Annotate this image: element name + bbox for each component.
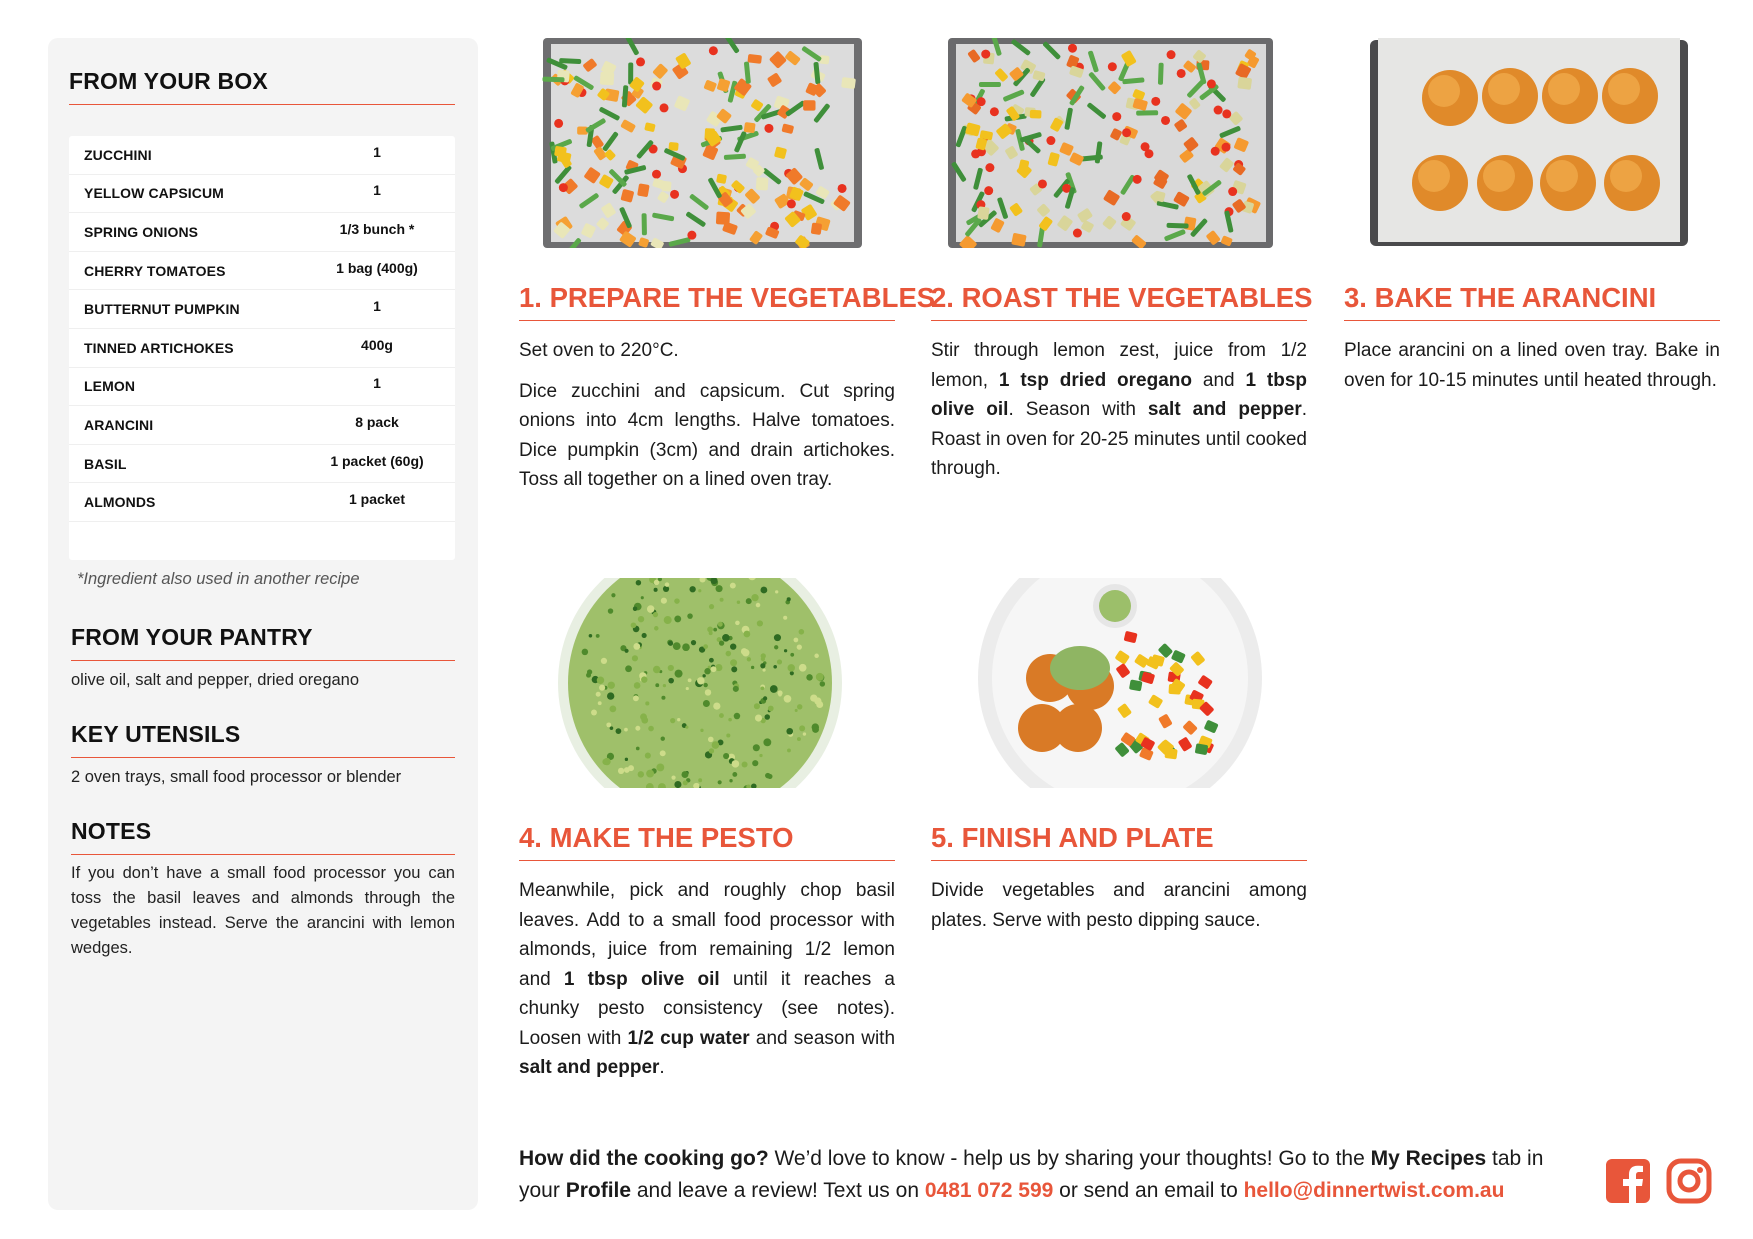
from-your-box-heading: FROM YOUR BOX	[69, 68, 455, 105]
arancini-tray-image	[1340, 38, 1714, 248]
footer-text-4: or send an email to	[1053, 1178, 1244, 1202]
table-row	[69, 213, 455, 252]
table-row	[69, 329, 455, 368]
ingredient-qty: 1 packet	[348, 491, 406, 508]
step-paragraph	[1344, 336, 1720, 395]
ingredient-qty: 1	[373, 298, 381, 315]
body-text: until it reaches a chunky pesto consistency (see notes). Loosen with	[519, 968, 895, 1049]
step-2-title: 2. ROAST THE VEGETABLES	[931, 282, 1307, 321]
step-1-body	[519, 336, 895, 506]
step-paragraph	[519, 377, 895, 495]
emphasis-text: salt and pepper	[1147, 399, 1302, 420]
facebook-icon[interactable]	[1605, 1158, 1651, 1204]
feedback-question: How did the cooking go?	[519, 1147, 769, 1170]
email-link[interactable]: hello@dinnertwist.com.au	[1243, 1178, 1505, 1202]
body-text: .	[659, 1057, 665, 1078]
body-text: . Season with	[1008, 399, 1148, 420]
raw-vegetables-tray-image	[541, 38, 864, 248]
body-text: Meanwhile, pick and roughly chop basil leaves. Add to a small food processor with almonds, juice from remaining 1/2 lemon and	[519, 880, 895, 990]
table-row	[69, 406, 455, 445]
ingredient-name: ALMONDS	[84, 494, 156, 511]
ingredient-qty: 1	[373, 182, 381, 199]
notes-heading: NOTES	[71, 818, 455, 855]
step-4-body	[519, 876, 895, 1094]
table-row	[69, 136, 455, 175]
ingredient-qty: 1 packet (60g)	[330, 452, 424, 469]
body-text: Dice zucchini and capsicum. Cut spring onions into 4cm lengths. Halve tomatoes. Dice pumpkin (3cm) and drain artichokes. Toss all together on a lined oven tray.	[519, 380, 895, 490]
step-2-image	[948, 38, 1286, 248]
step-paragraph	[931, 336, 1307, 484]
body-text: Divide vegetables and arancini among plates. Serve with pesto dipping sauce.	[931, 880, 1307, 931]
table-row	[69, 368, 455, 407]
body-text: Stir through lemon zest, juice from 1/2 lemon,	[931, 340, 1307, 391]
emphasis-text: 1/2 cup water	[627, 1027, 750, 1049]
body-text: and season with	[749, 1027, 896, 1049]
ingredient-name: SPRING ONIONS	[84, 223, 199, 240]
step-paragraph	[931, 876, 1307, 935]
ingredient-qty: 8 pack	[355, 413, 399, 430]
body-text: Place arancini on a lined oven tray. Bake in oven for 10-15 minutes until heated through.	[1344, 340, 1720, 391]
ingredient-name: ZUCCHINI	[84, 146, 152, 163]
instagram-icon[interactable]	[1666, 1158, 1712, 1204]
ingredient-qty: 1	[373, 143, 381, 160]
step-5-title: 5. FINISH AND PLATE	[931, 822, 1307, 861]
roasted-vegetables-tray-image	[948, 38, 1286, 248]
phone-link[interactable]: 0481 072 599	[924, 1178, 1054, 1202]
ingredient-qty: 1	[373, 375, 381, 392]
table-row	[69, 290, 455, 329]
from-your-pantry-heading: FROM YOUR PANTRY	[71, 624, 455, 661]
step-3-image	[1340, 38, 1714, 248]
body-text: . Roast in oven for 20-25 minutes until cooked through.	[931, 399, 1308, 479]
notes-text: If you don’t have a small food processor you can toss the basil leaves and almonds through the vegetables instead. Serve the arancini with lemon wedges.	[71, 864, 455, 957]
table-row	[69, 483, 455, 522]
emphasis-text: 1 tsp dried oregano	[998, 369, 1192, 391]
footer-text-1: We’d love to know - help us by sharing your thoughts! Go to the	[768, 1147, 1371, 1170]
pesto-bowl-image	[555, 578, 865, 788]
ingredient-name: ARANCINI	[84, 416, 154, 433]
ingredient-qty: 1/3 bunch *	[339, 220, 415, 237]
emphasis-text: 1 tbsp olive oil	[563, 968, 720, 990]
step-1-image	[541, 38, 864, 248]
step-5-image	[970, 578, 1270, 788]
step-3-title: 3. BAKE THE ARANCINI	[1344, 282, 1720, 321]
step-paragraph	[519, 876, 895, 1083]
body-text: and	[1192, 369, 1246, 391]
ingredient-name: TINNED ARTICHOKES	[84, 339, 234, 356]
ingredient-name: BUTTERNUT PUMPKIN	[84, 301, 240, 318]
step-1-title: 1. PREPARE THE VEGETABLES	[519, 282, 895, 321]
ingredient-qty: 1 bag (400g)	[336, 259, 418, 276]
table-row	[69, 445, 455, 484]
ingredient-footnote: *Ingredient also used in another recipe	[77, 570, 360, 588]
ingredient-name: CHERRY TOMATOES	[84, 262, 226, 279]
emphasis-text: 1 tbsp olive oil	[931, 369, 1307, 420]
step-5-body	[931, 876, 1307, 946]
step-3-body	[1344, 336, 1720, 406]
footer-text-3: and leave a review! Text us on	[631, 1178, 925, 1202]
step-paragraph	[519, 336, 895, 366]
table-row	[69, 175, 455, 214]
ingredients-sidebar	[48, 38, 478, 1210]
step-2-body	[931, 336, 1307, 495]
ingredient-qty: 400g	[361, 336, 393, 353]
utensils-text: 2 oven trays, small food processor or blender	[71, 768, 402, 786]
ingredient-name: BASIL	[84, 455, 127, 472]
pantry-text: olive oil, salt and pepper, dried oregano	[71, 671, 360, 689]
ingredient-name: YELLOW CAPSICUM	[84, 185, 224, 202]
step-4-title: 4. MAKE THE PESTO	[519, 822, 895, 861]
body-text: Set oven to 220°C.	[519, 340, 679, 361]
ingredient-name: LEMON	[84, 378, 136, 395]
footer-text-2: tab in your	[519, 1147, 1544, 1202]
profile-label: Profile	[565, 1178, 632, 1202]
emphasis-text: salt and pepper	[519, 1057, 660, 1078]
table-row	[69, 252, 455, 291]
step-4-image	[555, 578, 865, 788]
my-recipes-label: My Recipes	[1370, 1147, 1487, 1170]
key-utensils-heading: KEY UTENSILS	[71, 721, 455, 758]
plated-dish-image	[970, 578, 1270, 788]
feedback-footer	[519, 1143, 1579, 1206]
ingredients-table	[69, 136, 455, 560]
